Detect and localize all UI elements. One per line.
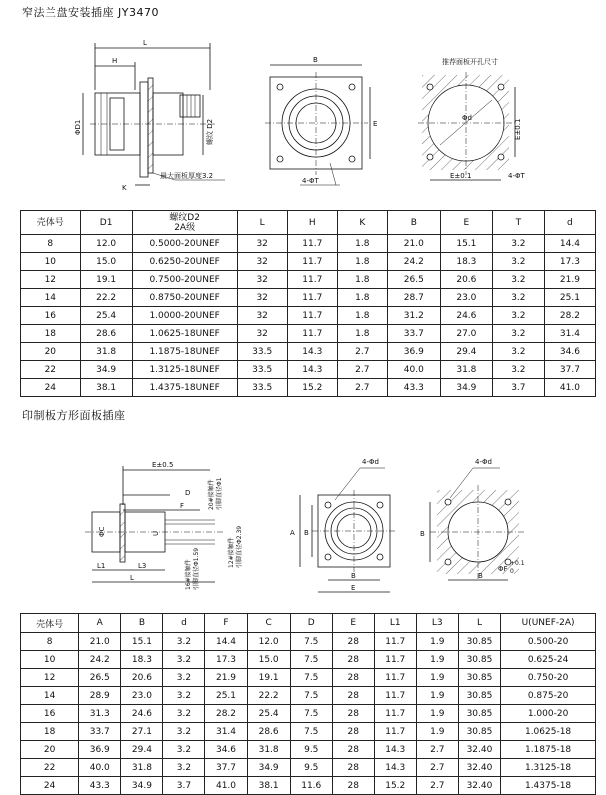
table-cell: 24: [21, 379, 81, 397]
table-cell: 22: [21, 759, 79, 777]
side-dim-D2: 螺纹 D2: [206, 118, 214, 145]
table-row: [21, 307, 596, 325]
table-cell: 14.3: [374, 741, 416, 759]
table-cell: 22.2: [247, 687, 290, 705]
table-cell: 28: [332, 651, 374, 669]
table-cell: 2.7: [337, 361, 387, 379]
table-cell: 3.2: [492, 289, 544, 307]
table-cell: 38.1: [80, 379, 132, 397]
table-cell: 1.1875-18UNEF: [132, 343, 237, 361]
table-cell: 20: [21, 741, 79, 759]
table-cell: 11.7: [287, 325, 337, 343]
table-cell: 0.875-20: [501, 687, 596, 705]
col-header: 壳体号: [21, 614, 79, 633]
pcb-cutout-tol-zero: 0: [510, 568, 514, 575]
table-cell: 28: [332, 669, 374, 687]
table-cell: 20.6: [121, 669, 163, 687]
table-row: [21, 723, 596, 741]
table-cell: 12.0: [247, 633, 290, 651]
table-cell: 32: [237, 325, 287, 343]
table-cell: 11.7: [374, 723, 416, 741]
table-cell: 22: [21, 361, 81, 379]
table-cell: 0.6250-20UNEF: [132, 253, 237, 271]
table-cell: 33.7: [387, 325, 440, 343]
table-cell: 15.2: [374, 777, 416, 795]
table-cell: 32: [237, 289, 287, 307]
col-header: B: [121, 614, 163, 633]
table-cell: 37.7: [205, 759, 247, 777]
jy3470-spec-table: [20, 210, 596, 397]
table-cell: 2.7: [416, 777, 458, 795]
col-header: L: [237, 211, 287, 235]
table-cell: 34.9: [247, 759, 290, 777]
col-header: L3: [416, 614, 458, 633]
table-cell: 31.4: [205, 723, 247, 741]
cutout-title: 推荐面板开孔尺寸: [442, 58, 498, 66]
cutout-dim-d: Φd: [462, 114, 472, 122]
table-cell: 1.8: [337, 271, 387, 289]
table-cell: 3.7: [492, 379, 544, 397]
table-cell: 34.9: [80, 361, 132, 379]
pcb-dim-L1: L1: [97, 562, 106, 570]
table-cell: 1.1875-18: [501, 741, 596, 759]
table-cell: 3.2: [492, 235, 544, 253]
table-cell: 33.5: [237, 379, 287, 397]
table-cell: 25.1: [544, 289, 595, 307]
table-cell: 34.6: [544, 343, 595, 361]
table-cell: 11.7: [287, 289, 337, 307]
table-cell: 22.2: [80, 289, 132, 307]
table-cell: 3.2: [492, 271, 544, 289]
table-cell: 32.40: [458, 777, 500, 795]
side-dim-L: L: [143, 39, 147, 47]
table-cell: 27.0: [440, 325, 492, 343]
table-row: [21, 669, 596, 687]
table-cell: 28: [332, 723, 374, 741]
table-cell: 11.7: [287, 235, 337, 253]
table-cell: 18: [21, 325, 81, 343]
table-cell: 31.8: [121, 759, 163, 777]
table-cell: 25.4: [247, 705, 290, 723]
table-cell: 28: [332, 777, 374, 795]
side-dim-H: H: [112, 57, 118, 65]
section1-title: 窄法兰盘安装插座 JY3470: [22, 6, 159, 19]
table-cell: 7.5: [290, 633, 332, 651]
col-header: F: [205, 614, 247, 633]
table-cell: 7.5: [290, 651, 332, 669]
pcb-front-dim-B-horizontal: B: [351, 572, 356, 580]
col-header: L1: [374, 614, 416, 633]
table-cell: 28: [332, 687, 374, 705]
table-cell: 31.8: [80, 343, 132, 361]
table-cell: 28: [332, 705, 374, 723]
pcb-note-16-a: 16#接触件: [185, 559, 192, 590]
table-cell: 16: [21, 307, 81, 325]
col-header: T: [492, 211, 544, 235]
table-cell: 3.2: [163, 759, 205, 777]
table-cell: 41.0: [544, 379, 595, 397]
table-cell: 14.3: [374, 759, 416, 777]
col-header: H: [287, 211, 337, 235]
table-header-row: [21, 211, 596, 235]
table-cell: 1.9: [416, 633, 458, 651]
table-cell: 1.3125-18UNEF: [132, 361, 237, 379]
table-cell: 1.0625-18: [501, 723, 596, 741]
table-cell: 28: [332, 741, 374, 759]
table-row: [21, 651, 596, 669]
table-cell: 18: [21, 723, 79, 741]
table-cell: 3.2: [492, 361, 544, 379]
table-cell: 28.2: [205, 705, 247, 723]
table-cell: 30.85: [458, 705, 500, 723]
col-header: L: [458, 614, 500, 633]
table-cell: 33.5: [237, 361, 287, 379]
table-cell: 24.2: [79, 651, 121, 669]
table-cell: 3.2: [492, 307, 544, 325]
table-cell: 14: [21, 289, 81, 307]
table-cell: 11.7: [374, 669, 416, 687]
table-cell: 21.0: [79, 633, 121, 651]
table-cell: 26.5: [79, 669, 121, 687]
table-cell: 40.0: [387, 361, 440, 379]
front-dim-B: B: [313, 56, 318, 64]
col-header: A: [79, 614, 121, 633]
col-header: U(UNEF-2A): [501, 614, 596, 633]
col-header: B: [387, 211, 440, 235]
pcb-note-20-a: 20#接触件: [208, 479, 215, 510]
table-cell: 0.8750-20UNEF: [132, 289, 237, 307]
pcb-front-dim-B-vertical: B: [304, 529, 309, 537]
pcb-side-view-drawing: [85, 461, 243, 590]
table-cell: 3.2: [492, 343, 544, 361]
table-cell: 17.3: [544, 253, 595, 271]
table-cell: 1.8: [337, 325, 387, 343]
table-cell: 10: [21, 651, 79, 669]
table-cell: 30.85: [458, 669, 500, 687]
section2-drawings: [0, 420, 606, 610]
table-cell: 25.4: [80, 307, 132, 325]
table-cell: 31.3: [79, 705, 121, 723]
table-cell: 1.0000-20UNEF: [132, 307, 237, 325]
pcb-note-20-b: 引脚直径Φ1: [216, 477, 223, 510]
table-cell: 1.4375-18: [501, 777, 596, 795]
table-cell: 32: [237, 307, 287, 325]
table-cell: 1.9: [416, 651, 458, 669]
table-cell: 30.85: [458, 651, 500, 669]
table-row: [21, 325, 596, 343]
table-cell: 11.7: [287, 307, 337, 325]
table-cell: 3.2: [163, 651, 205, 669]
table-cell: 28.7: [387, 289, 440, 307]
table-cell: 15.0: [247, 651, 290, 669]
table-cell: 40.0: [79, 759, 121, 777]
table-cell: 32: [237, 271, 287, 289]
table-cell: 17.3: [205, 651, 247, 669]
table-cell: 37.7: [544, 361, 595, 379]
pcb-cutout-dim-F: ΦF: [498, 565, 508, 573]
section2-title: 印制板方形面板插座: [22, 409, 126, 422]
table-cell: 23.0: [440, 289, 492, 307]
table-cell: 14: [21, 687, 79, 705]
col-header: E: [332, 614, 374, 633]
table-cell: 3.2: [492, 253, 544, 271]
table-cell: 9.5: [290, 741, 332, 759]
table-cell: 19.1: [80, 271, 132, 289]
col-header: E: [440, 211, 492, 235]
table-cell: 11.7: [374, 633, 416, 651]
pcb-note-12-a: 12#接触件: [228, 537, 235, 568]
table-cell: 3.2: [163, 633, 205, 651]
pcb-spec-table: [20, 613, 596, 795]
table-cell: 15.2: [287, 379, 337, 397]
table-cell: 14.3: [287, 361, 337, 379]
table-cell: 8: [21, 633, 79, 651]
table-cell: 7.5: [290, 687, 332, 705]
table-cell: 30.85: [458, 723, 500, 741]
table-cell: 31.8: [440, 361, 492, 379]
table-cell: 3.2: [163, 669, 205, 687]
table-cell: 15.0: [80, 253, 132, 271]
table-cell: 34.6: [205, 741, 247, 759]
table-row: [21, 687, 596, 705]
table-cell: 9.5: [290, 759, 332, 777]
table-cell: 10: [21, 253, 81, 271]
table-cell: 11.6: [290, 777, 332, 795]
table-cell: 12: [21, 669, 79, 687]
table-row: [21, 289, 596, 307]
table-cell: 26.5: [387, 271, 440, 289]
pcb-dim-E05: E±0.5: [152, 461, 174, 469]
table-cell: 1.9: [416, 723, 458, 741]
table-cell: 1.0625-18UNEF: [132, 325, 237, 343]
table-cell: 43.3: [79, 777, 121, 795]
table-cell: 21.9: [205, 669, 247, 687]
pcb-front-dim-d: 4-Φd: [362, 458, 379, 466]
cutout-dim-T: 4-ΦT: [508, 172, 525, 180]
table-row: [21, 253, 596, 271]
table-cell: 1.8: [337, 289, 387, 307]
col-header: D: [290, 614, 332, 633]
table-cell: 20.6: [440, 271, 492, 289]
table-cell: 2.7: [416, 741, 458, 759]
table-cell: 14.4: [205, 633, 247, 651]
side-dim-K: K: [122, 184, 127, 192]
table-cell: 0.5000-20UNEF: [132, 235, 237, 253]
table-cell: 25.1: [205, 687, 247, 705]
table-cell: 28.2: [544, 307, 595, 325]
table-cell: 1.3125-18: [501, 759, 596, 777]
table-cell: 28: [332, 759, 374, 777]
table-cell: 27.1: [121, 723, 163, 741]
table-cell: 36.9: [79, 741, 121, 759]
table-cell: 2.7: [337, 343, 387, 361]
table-cell: 18.3: [440, 253, 492, 271]
table-cell: 38.1: [247, 777, 290, 795]
table-cell: 12: [21, 271, 81, 289]
pcb-dim-L: L: [130, 574, 134, 582]
pcb-cutout-dim-B-horizontal: B: [478, 572, 483, 580]
col-header: D1: [80, 211, 132, 235]
front-dim-T: 4-ΦT: [302, 177, 319, 185]
pcb-dim-U: U: [152, 530, 160, 536]
table-cell: 11.7: [287, 253, 337, 271]
table-cell: 32.40: [458, 741, 500, 759]
table-cell: 7.5: [290, 669, 332, 687]
table-cell: 1.9: [416, 705, 458, 723]
table-cell: 0.625-24: [501, 651, 596, 669]
table-cell: 7.5: [290, 723, 332, 741]
table-cell: 31.8: [247, 741, 290, 759]
table-cell: 30.85: [458, 633, 500, 651]
side-panel-note: 最大面板厚度3.2: [160, 172, 214, 180]
pcb-dim-D: D: [185, 489, 191, 497]
pcb-cutout-dim-d: 4-Φd: [475, 458, 492, 466]
pcb-note-12-b: 引脚直径Φ2.39: [236, 525, 243, 568]
table-cell: 32.40: [458, 759, 500, 777]
pcb-cutout-view-drawing: [420, 458, 525, 580]
table-row: [21, 361, 596, 379]
pcb-front-dim-A: A: [290, 529, 295, 537]
table-cell: 24.6: [121, 705, 163, 723]
col-header: d: [163, 614, 205, 633]
table-cell: 32: [237, 235, 287, 253]
cutout-dim-E-vertical: E±0.1: [514, 118, 522, 140]
table-cell: 1.000-20: [501, 705, 596, 723]
pcb-front-view-drawing: [290, 458, 396, 592]
table-cell: 20: [21, 343, 81, 361]
table-cell: 32: [237, 253, 287, 271]
table-cell: 14.4: [544, 235, 595, 253]
table-cell: 0.750-20: [501, 669, 596, 687]
table-cell: 31.4: [544, 325, 595, 343]
table-cell: 19.1: [247, 669, 290, 687]
table-row: [21, 271, 596, 289]
table-cell: 3.7: [163, 777, 205, 795]
table-cell: 1.4375-18UNEF: [132, 379, 237, 397]
table-cell: 16: [21, 705, 79, 723]
table-cell: 41.0: [205, 777, 247, 795]
table-row: [21, 633, 596, 651]
table-cell: 12.0: [80, 235, 132, 253]
table-cell: 21.9: [544, 271, 595, 289]
front-view-drawing: [265, 56, 377, 185]
table-cell: 3.2: [492, 325, 544, 343]
table-row: [21, 759, 596, 777]
table-cell: 1.8: [337, 253, 387, 271]
section1-drawings: [0, 0, 606, 210]
table-cell: 2.7: [337, 379, 387, 397]
table-cell: 1.8: [337, 235, 387, 253]
table-cell: 1.8: [337, 307, 387, 325]
table-cell: 11.7: [374, 651, 416, 669]
cutout-dim-E-horizontal: E±0.1: [450, 172, 472, 180]
pcb-note-16-b: 引脚直径Φ1.59: [193, 547, 200, 590]
table-cell: 24: [21, 777, 79, 795]
table-cell: 36.9: [387, 343, 440, 361]
col-header: 螺纹D2 2A级: [132, 211, 237, 235]
table-cell: 1.9: [416, 669, 458, 687]
table-cell: 23.0: [121, 687, 163, 705]
cutout-view-drawing: [418, 57, 525, 180]
table-cell: 28.6: [247, 723, 290, 741]
table-cell: 31.2: [387, 307, 440, 325]
table-cell: 33.5: [237, 343, 287, 361]
col-header: 壳体号: [21, 211, 81, 235]
pcb-cutout-tol-plus: +0.1: [510, 560, 525, 567]
table-cell: 29.4: [121, 741, 163, 759]
table-cell: 15.1: [121, 633, 163, 651]
table-cell: 11.7: [287, 271, 337, 289]
table-cell: 8: [21, 235, 81, 253]
table-row: [21, 235, 596, 253]
table-row: [21, 343, 596, 361]
table-row: [21, 777, 596, 795]
col-header: C: [247, 614, 290, 633]
table-cell: 21.0: [387, 235, 440, 253]
table-cell: 3.2: [163, 705, 205, 723]
table-cell: 34.9: [440, 379, 492, 397]
table-cell: 14.3: [287, 343, 337, 361]
col-header: d: [544, 211, 595, 235]
table-cell: 24.2: [387, 253, 440, 271]
pcb-front-dim-E: E: [351, 584, 356, 592]
table-cell: 18.3: [121, 651, 163, 669]
side-dim-D1: ΦD1: [74, 119, 82, 135]
table-row: [21, 379, 596, 397]
pcb-cutout-dim-B-vertical: B: [420, 530, 425, 538]
pcb-dim-F: F: [180, 502, 185, 510]
table-cell: 0.500-20: [501, 633, 596, 651]
table-cell: 28.9: [79, 687, 121, 705]
table-cell: 29.4: [440, 343, 492, 361]
table-cell: 28.6: [80, 325, 132, 343]
table-cell: 24.6: [440, 307, 492, 325]
table-cell: 11.7: [374, 687, 416, 705]
pcb-dim-C: ΦC: [98, 526, 106, 537]
table-cell: 0.7500-20UNEF: [132, 271, 237, 289]
table-cell: 2.7: [416, 759, 458, 777]
table-cell: 1.9: [416, 687, 458, 705]
table-cell: 43.3: [387, 379, 440, 397]
table-cell: 15.1: [440, 235, 492, 253]
table-cell: 3.2: [163, 723, 205, 741]
table-row: [21, 741, 596, 759]
pcb-dim-L3: L3: [138, 562, 147, 570]
table-cell: 3.2: [163, 741, 205, 759]
table-cell: 33.7: [79, 723, 121, 741]
table-cell: 34.9: [121, 777, 163, 795]
table-cell: 28: [332, 633, 374, 651]
front-dim-E: E: [373, 120, 378, 128]
col-header: K: [337, 211, 387, 235]
table-cell: 3.2: [163, 687, 205, 705]
table-cell: 7.5: [290, 705, 332, 723]
side-view-drawing: [74, 39, 225, 192]
table-row: [21, 705, 596, 723]
table-header-row: [21, 614, 596, 633]
table-cell: 30.85: [458, 687, 500, 705]
table-cell: 11.7: [374, 705, 416, 723]
